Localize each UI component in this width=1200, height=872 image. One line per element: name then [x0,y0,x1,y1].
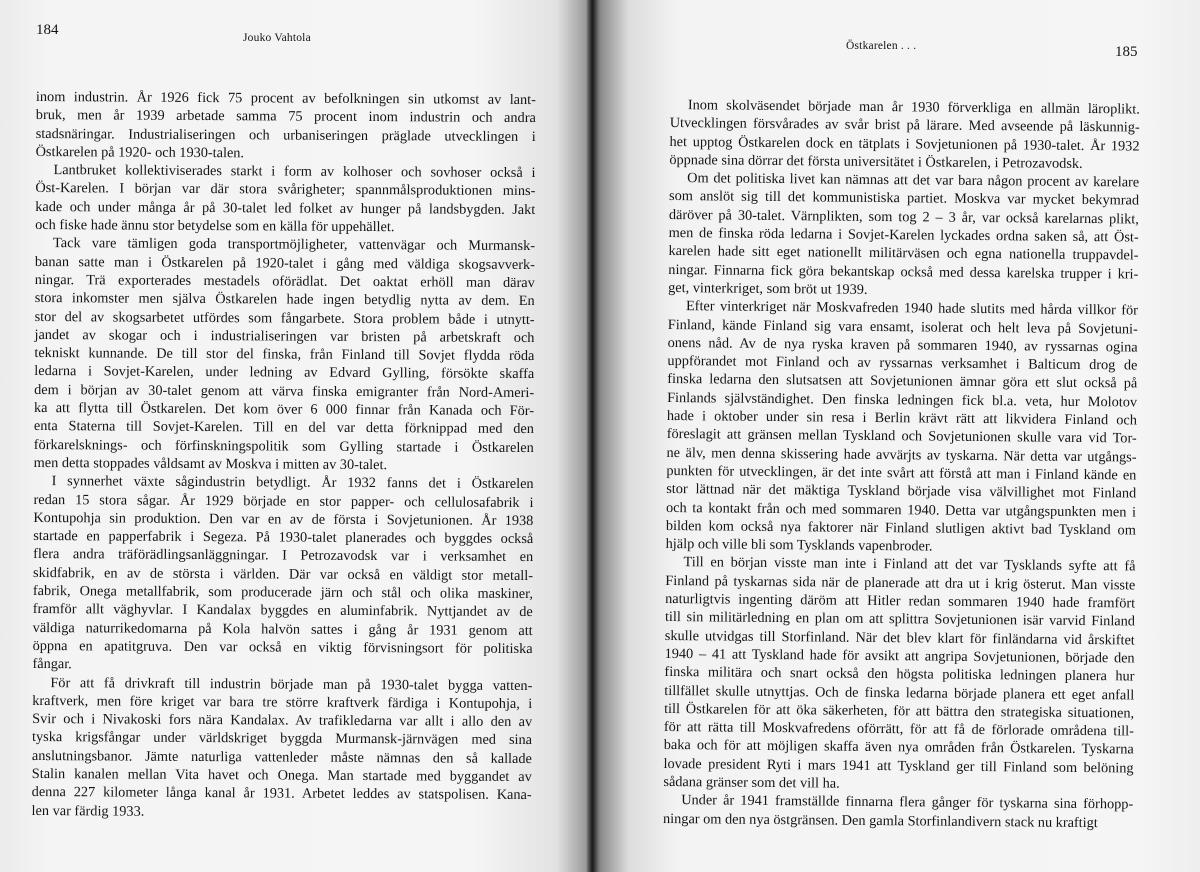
running-head: Jouko Vahtola [243,32,311,44]
text-line: redan 15 stora sågar. År 1929 började en stor papper- och cellulosafabrik i [33,491,534,511]
text-line: naturligtvis ingenting däröm att Hitler redan sommaren 1940 hade framfört [665,590,1136,612]
book-gutter [586,0,598,872]
text-line: väldiga naturrikedomarna på Kola halvön sattes i gång år 1931 genom att [32,619,533,639]
paragraph [669,96,1140,174]
text-line: finska militära och snart också den högsta politiska ledningen planera hur [664,664,1135,685]
text-line: förkarelsknings- och förfinskningspolitik som Gylling startade i Östkarelen [33,436,534,456]
text-line: bilden kom också nya faktorer när Finland slutligen aktivt bad Tyskland om [665,517,1136,539]
text-line: Lantbruket kollektiviserades starkt i form av kolhoser och sovhoser också i [53,162,536,182]
text-line: anslutningsbanor. Jämte naturliga vattenleder måste nämnas den så kallade [31,747,532,767]
text-line: kraftverk, men före kriget var bara tre större kraftverk färdiga i Kontupohja, i [32,692,533,712]
text-line: skidfabrik, en av de största i världen. Där var också en väldigt stor metall- [32,564,534,584]
text-line: Finland, kände Finland sig vara ensamt, isolerat och helt leva på Sovjetuni- [667,316,1138,338]
running-head: Östkarelen . . . [846,40,917,52]
text-line: Kontupohja sin produktion. Den var en av de första i Sovjetunionen. År 1938 [33,509,534,529]
text-line: men de finska röda ledarna i Sovjet-Karelen lyckades ordna saken så, att Öst- [668,225,1139,246]
text-line: stor del av skogsarbetet utfördes som fångarbete. Stora problem både i utnytt- [34,308,535,328]
page-number: 184 [36,22,59,38]
text-line: till sin militärledning en plan om att splittra Sovjetunionen isär varvid Finland [664,609,1136,630]
text-line: och fiske hade ännu stor betydelse som en källa för uppehället. [35,217,395,236]
paragraph [36,88,536,164]
text-line: Öst-Karelen. I början var där stora svårigheter; spannmålsproduktionen mins- [35,180,536,200]
text-line: Svir och i Nivakoski fors nära Kandalax. Av trafikledarna var allt i allo den av [32,711,533,731]
text-line: öppnade sina dörrar det första universitätet i Östkarelen, i Petrozavodsk. [669,151,1083,172]
text-line: bruk, men år 1939 arbetade samma 75 procent inom industrin och andra [35,107,536,127]
text-line: sådana gränser som det vill ha. [663,773,840,792]
text-line: Östkarelen på 1920- och 1930-talen. [35,143,245,162]
text-line: hjälp och ville bli som Tysklands vapenbroder. [665,536,933,555]
text-line: jandet av skogar och i industrialiseringen var bristen på arbetskraft och [34,326,535,346]
text-line: denna 227 kilometer långa kanal år 1931. Arbetet leddes av statspolisen. Kana- [31,784,532,804]
text-line: enta Staterna till Sovjet-Karelen. Till en del var detta förknippad med den [33,418,534,438]
text-line: framför allt väghyvlar. I Kandalax byggdes en aluminfabrik. Nyttjandet av de [32,601,533,621]
text-line: lovade president Ryti i mars 1941 att Tyskland ger till Finland som belöning [663,755,1134,777]
text-line: het upptog Östkarelen dock en tätplats i Sovjetunionen på 1930-talet. År 1932 [669,133,1140,155]
paragraph [663,791,1133,832]
paragraph [32,472,533,676]
text-line: stora inkomster men själva Östkarelen hade ingen betydlig nytta av dem. En [34,290,535,310]
text-line: uppförandet mot Finland och av ryssarnas verksamhet i Balticum drog de [667,353,1138,374]
text-line: fabrik, Onega metallfabrik, som producerade järn och stål och olika maskiner, [32,583,533,603]
text-line: föreslagit att gränsen mellan Tyskland och Sovjetunionen skulle vara vid Tor- [666,426,1137,447]
text-line: ledarna i Sovjet-Karelen, under ledning av Edvard Gylling, försökte skaffa [34,363,535,383]
left-page [0,0,592,872]
text-line: öppna en apatitgruva. Den var också en viktig förvisningsort för politiska [32,637,533,657]
text-line: Efter vinterkriget när Moskvafreden 1940 hade slutits med hårda villkor för [685,298,1139,319]
text-line: Om det politiska livet kan nämnas att det var bara någon procent av karelare [687,170,1140,191]
text-line: ka att flytta till Östkarelen. Det kom över 6 000 finnar från Kanada och För- [33,400,535,420]
text-line: get, vinterkriget, som bröt ut 1939. [668,279,868,298]
text-line: Finland på tyskarnas sida när de planerade att dra ut i krig österut. Man visste [665,572,1136,594]
text-line: I synnerhet växte sågindustrin betydligt. År 1932 fanns det i Östkarelen [51,473,534,493]
text-line: som anslöt sig till det kommunistiska partiet. Moskva var mycket bekymrad [668,188,1140,209]
text-line: banan satte man i Östkarelen på 1920-talet i gång med väldiga skogsavverk- [34,253,535,273]
right-page [592,0,1200,872]
text-line: ningar. Trä exporterades mestadels oförädlat. Det oaktat erhöll man därav [34,271,535,292]
body-text [32,88,536,823]
paragraph [666,297,1138,558]
text-line: ningar om den nya östgränsen. Den gamla Storfinlandivern stack nu kraftigt [662,810,1098,831]
text-line: karelen hade sitt eget nationellt militärväsen och egna nationella truppavdel- [668,243,1139,264]
text-line: kade och under många år på 30-talet led folket av hunger på landsbygden. Jakt [35,198,536,218]
text-line: Under år 1941 framställde finnarna flera gånger för tyskarna sina förhopp- [681,792,1134,813]
text-line: och ta kontakt från och med sommaren 1940. Detta var utgångspunkten men i [665,499,1137,521]
text-line: Tack vare tämligen goda transportmöjligheter, vattenvägar och Murmansk- [53,235,536,255]
paragraph [34,234,535,475]
text-line: stadsnäringar. Industrialiseringen och urbaniseringen präglade utvecklingen i [35,125,536,145]
text-line: skulle utvidgas till Storfinland. När det blev klart för finländarna vid årskiftet [664,627,1135,649]
text-line: däröver på 30-talet. Värnplikten, som tog 2 – 3 år, var också karelarnas plikt, [668,206,1139,228]
text-line: Finlands självständighet. Den finska ledningen fick bl.a. veta, hur Molotov [667,389,1138,411]
text-line: Till en början visste man inte i Finland att det var Tysklands syfte att få [683,554,1136,575]
text-line: Stalin kanalen mellan Vita havet och Onega. Man startade med byggandet av [31,765,532,786]
text-line: baka och för att möjligen skaffa även nya områden från Östkarelen. Tyskarna [663,737,1134,758]
text-line: fångar. [32,656,72,673]
text-line: finska ledarna den slutsatsen att Sovjetunionen ämnar göra ett slut också på [667,371,1138,392]
text-line: Inom skolväsendet började man år 1930 förverkliga en allmän läroplikt. [687,97,1140,118]
text-line: tyska krigsfångar under världskriget byggda Murmansk-järnvägen med sina [31,729,533,749]
text-line: inom industrin. År 1926 fick 75 procent av befolkningen sin utkomst av lant- [35,88,536,109]
text-line: hade i oktober under sin resa i Berlin krävt rätt att likvidera Finland och [666,408,1137,429]
paragraph [35,161,535,237]
text-line: startade en papperfabrik i Segeza. På 1930-talet planerades och byggdes också [33,528,534,548]
text-line: len var färdig 1933. [31,802,145,820]
text-line: ne älv, men denna skissering hade avvärjts av tyskarna. När detta var utgångs- [666,444,1137,466]
text-line: Utvecklingen försvårades av svår brist på lärare. Med avseende på läskunnig- [669,115,1140,136]
text-line: flera andra träförädlingsanläggningar. I Petrozavodsk var i verksamhet en [33,546,534,566]
paragraph [663,553,1135,795]
text-line: för att rätta till Moskvafredens oförrätt, för att få de förlorade områdena till- [663,719,1134,740]
text-line: För att få drivkraft till industrin började man på 1930-talet bygga vatten- [50,674,533,694]
paragraph [668,169,1139,302]
text-line: men detta stoppades våldsamt av Moskva i mitten av 30-talet. [33,454,388,474]
text-line: tillfället skulle utnyttjas. Och de finska ledarna började planera ett eget anfall [664,682,1135,703]
text-line: ningar. Finnarna fick göra bekantskap också med dessa karelska trupper i kri- [668,261,1139,283]
text-line: 1940 – 41 att Tyskland hade för avsikt att angripa Sovjetunionen, började den [664,645,1135,667]
text-line: onens nåd. Av de nya ryska kraven på sommaren 1940, av ryssarnas ogina [667,334,1138,356]
text-line: dem i början av 30-talet genom att värva finska emigranter från Nord-Ameri- [34,381,535,401]
body-text [663,96,1140,832]
text-line: punkten för utvecklingen, är det inte svårt att förstå att man i Finland kände en [666,462,1137,484]
paragraph [32,673,533,822]
text-line: till Östkarelen för att öka säkerheten, för att bättra den strategiska situationen, [664,700,1135,722]
text-line: stor lättnad när det mäktiga Tyskland började visa välvillighet mot Finland [666,481,1137,502]
page-number: 185 [1115,44,1138,60]
text-line: tekniskt kunnande. De till stor del finska, från Finland till Sovjet flydda röda [34,345,535,365]
